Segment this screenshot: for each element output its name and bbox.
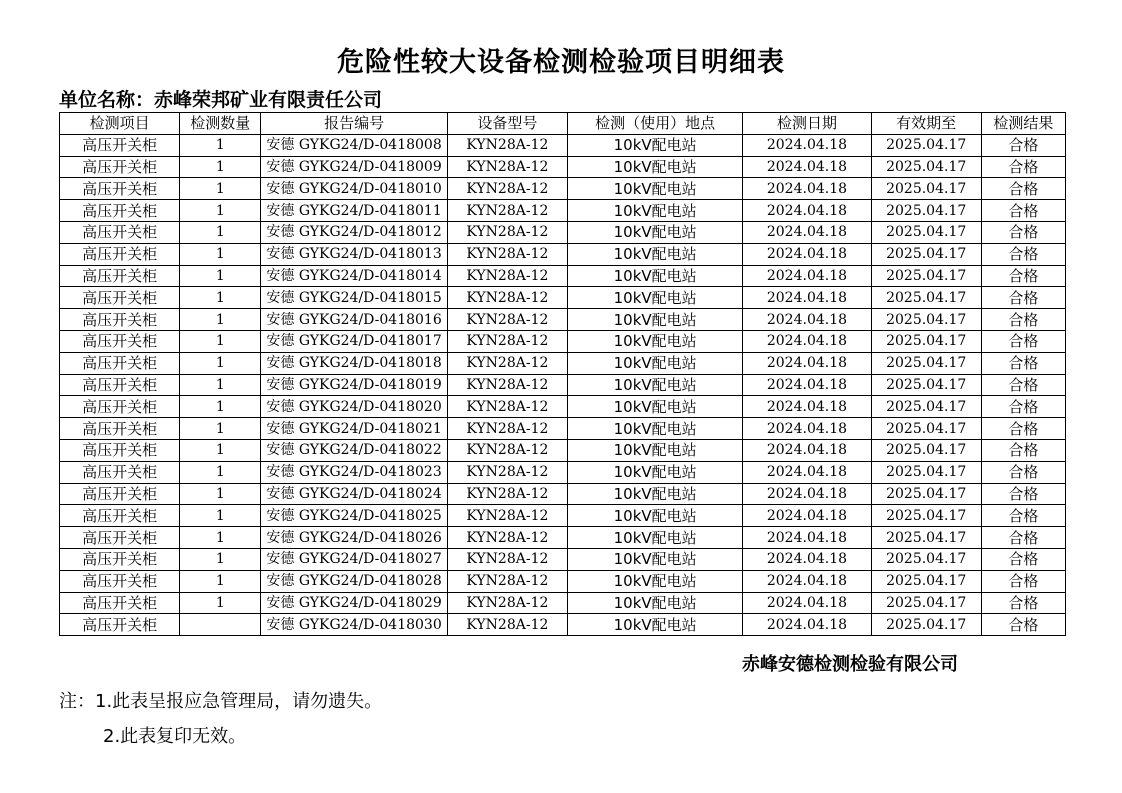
header-valid-until: 有效期至 (871, 113, 981, 135)
cell-item: 高压开关柜 (60, 461, 180, 483)
cell-result: 合格 (981, 527, 1065, 549)
header-date: 检测日期 (743, 113, 871, 135)
cell-report-no: 安德 GYKG24/D-0418020 (261, 396, 447, 418)
cell-quantity: 1 (180, 243, 261, 265)
cell-model: KYN28A-12 (447, 570, 567, 592)
cell-date: 2024.04.18 (743, 352, 871, 374)
cell-location: 10kV配电站 (567, 439, 742, 461)
cell-result: 合格 (981, 461, 1065, 483)
cell-model: KYN28A-12 (447, 352, 567, 374)
cell-item: 高压开关柜 (60, 330, 180, 352)
cell-model: KYN28A-12 (447, 418, 567, 440)
table-row (60, 134, 1066, 156)
table-row (60, 592, 1066, 614)
cell-item: 高压开关柜 (60, 287, 180, 309)
inspection-table (59, 112, 1066, 636)
cell-quantity: 1 (180, 221, 261, 243)
cell-model: KYN28A-12 (447, 221, 567, 243)
cell-result: 合格 (981, 200, 1065, 222)
cell-item: 高压开关柜 (60, 483, 180, 505)
cell-location: 10kV配电站 (567, 461, 742, 483)
cell-item: 高压开关柜 (60, 352, 180, 374)
cell-quantity: 1 (180, 527, 261, 549)
cell-date: 2024.04.18 (743, 330, 871, 352)
cell-result: 合格 (981, 374, 1065, 396)
cell-quantity: 1 (180, 156, 261, 178)
cell-result: 合格 (981, 178, 1065, 200)
cell-location: 10kV配电站 (567, 156, 742, 178)
cell-item: 高压开关柜 (60, 200, 180, 222)
cell-result: 合格 (981, 265, 1065, 287)
cell-result: 合格 (981, 418, 1065, 440)
cell-quantity: 1 (180, 265, 261, 287)
cell-report-no: 安德 GYKG24/D-0418028 (261, 570, 447, 592)
cell-location: 10kV配电站 (567, 483, 742, 505)
cell-report-no: 安德 GYKG24/D-0418024 (261, 483, 447, 505)
cell-model: KYN28A-12 (447, 527, 567, 549)
cell-date: 2024.04.18 (743, 134, 871, 156)
cell-valid-until: 2025.04.17 (871, 178, 981, 200)
cell-date: 2024.04.18 (743, 439, 871, 461)
cell-result: 合格 (981, 243, 1065, 265)
cell-model: KYN28A-12 (447, 505, 567, 527)
cell-result: 合格 (981, 330, 1065, 352)
cell-result: 合格 (981, 483, 1065, 505)
cell-location: 10kV配电站 (567, 330, 742, 352)
cell-valid-until: 2025.04.17 (871, 614, 981, 636)
company-name: 赤峰安德检测检验有限公司 (742, 654, 958, 675)
cell-quantity: 1 (180, 200, 261, 222)
cell-valid-until: 2025.04.17 (871, 439, 981, 461)
cell-valid-until: 2025.04.17 (871, 592, 981, 614)
cell-location: 10kV配电站 (567, 309, 742, 331)
cell-report-no: 安德 GYKG24/D-0418015 (261, 287, 447, 309)
cell-model: KYN28A-12 (447, 200, 567, 222)
cell-report-no: 安德 GYKG24/D-0418018 (261, 352, 447, 374)
cell-item: 高压开关柜 (60, 156, 180, 178)
cell-model: KYN28A-12 (447, 374, 567, 396)
table-row (60, 309, 1066, 331)
cell-report-no: 安德 GYKG24/D-0418017 (261, 330, 447, 352)
page-title: 危险性较大设备检测检验项目明细表 (337, 47, 785, 78)
cell-quantity: 1 (180, 134, 261, 156)
cell-result: 合格 (981, 287, 1065, 309)
table-row (60, 287, 1066, 309)
cell-location: 10kV配电站 (567, 592, 742, 614)
cell-item: 高压开关柜 (60, 548, 180, 570)
cell-valid-until: 2025.04.17 (871, 156, 981, 178)
table-row (60, 374, 1066, 396)
cell-date: 2024.04.18 (743, 243, 871, 265)
cell-quantity: 1 (180, 439, 261, 461)
cell-model: KYN28A-12 (447, 592, 567, 614)
table-row (60, 221, 1066, 243)
cell-location: 10kV配电站 (567, 614, 742, 636)
cell-date: 2024.04.18 (743, 156, 871, 178)
cell-valid-until: 2025.04.17 (871, 309, 981, 331)
cell-valid-until: 2025.04.17 (871, 418, 981, 440)
cell-model: KYN28A-12 (447, 309, 567, 331)
cell-report-no: 安德 GYKG24/D-0418011 (261, 200, 447, 222)
table-row (60, 548, 1066, 570)
cell-location: 10kV配电站 (567, 548, 742, 570)
cell-item: 高压开关柜 (60, 265, 180, 287)
cell-item: 高压开关柜 (60, 527, 180, 549)
cell-quantity: 1 (180, 418, 261, 440)
cell-quantity: 1 (180, 592, 261, 614)
cell-result: 合格 (981, 570, 1065, 592)
cell-model: KYN28A-12 (447, 243, 567, 265)
cell-report-no: 安德 GYKG24/D-0418029 (261, 592, 447, 614)
table-row (60, 200, 1066, 222)
cell-date: 2024.04.18 (743, 178, 871, 200)
cell-quantity (180, 614, 261, 636)
cell-date: 2024.04.18 (743, 548, 871, 570)
cell-result: 合格 (981, 156, 1065, 178)
cell-result: 合格 (981, 548, 1065, 570)
cell-result: 合格 (981, 352, 1065, 374)
cell-date: 2024.04.18 (743, 614, 871, 636)
cell-result: 合格 (981, 439, 1065, 461)
cell-model: KYN28A-12 (447, 483, 567, 505)
cell-model: KYN28A-12 (447, 156, 567, 178)
cell-report-no: 安德 GYKG24/D-0418012 (261, 221, 447, 243)
cell-valid-until: 2025.04.17 (871, 200, 981, 222)
cell-result: 合格 (981, 592, 1065, 614)
table-row (60, 265, 1066, 287)
cell-model: KYN28A-12 (447, 461, 567, 483)
table-row (60, 483, 1066, 505)
table-row (60, 352, 1066, 374)
cell-report-no: 安德 GYKG24/D-0418023 (261, 461, 447, 483)
cell-item: 高压开关柜 (60, 178, 180, 200)
cell-model: KYN28A-12 (447, 178, 567, 200)
cell-quantity: 1 (180, 570, 261, 592)
cell-location: 10kV配电站 (567, 374, 742, 396)
cell-report-no: 安德 GYKG24/D-0418026 (261, 527, 447, 549)
cell-model: KYN28A-12 (447, 439, 567, 461)
table-row (60, 418, 1066, 440)
cell-valid-until: 2025.04.17 (871, 287, 981, 309)
cell-date: 2024.04.18 (743, 527, 871, 549)
cell-item: 高压开关柜 (60, 614, 180, 636)
cell-item: 高压开关柜 (60, 221, 180, 243)
header-report-no: 报告编号 (261, 113, 447, 135)
table-row (60, 156, 1066, 178)
cell-valid-until: 2025.04.17 (871, 243, 981, 265)
cell-model: KYN28A-12 (447, 614, 567, 636)
table-row (60, 570, 1066, 592)
cell-valid-until: 2025.04.17 (871, 570, 981, 592)
cell-location: 10kV配电站 (567, 243, 742, 265)
cell-date: 2024.04.18 (743, 309, 871, 331)
cell-location: 10kV配电站 (567, 221, 742, 243)
table-row (60, 330, 1066, 352)
cell-item: 高压开关柜 (60, 134, 180, 156)
cell-valid-until: 2025.04.17 (871, 330, 981, 352)
header-quantity: 检测数量 (180, 113, 261, 135)
cell-location: 10kV配电站 (567, 527, 742, 549)
cell-location: 10kV配电站 (567, 178, 742, 200)
cell-date: 2024.04.18 (743, 570, 871, 592)
cell-result: 合格 (981, 396, 1065, 418)
cell-valid-until: 2025.04.17 (871, 374, 981, 396)
cell-location: 10kV配电站 (567, 418, 742, 440)
cell-report-no: 安德 GYKG24/D-0418016 (261, 309, 447, 331)
cell-location: 10kV配电站 (567, 265, 742, 287)
cell-model: KYN28A-12 (447, 265, 567, 287)
table-row (60, 243, 1066, 265)
note-2: 2.此表复印无效。 (103, 726, 247, 747)
table-row (60, 505, 1066, 527)
table-header-row (60, 113, 1066, 135)
cell-date: 2024.04.18 (743, 221, 871, 243)
cell-report-no: 安德 GYKG24/D-0418019 (261, 374, 447, 396)
cell-quantity: 1 (180, 505, 261, 527)
cell-model: KYN28A-12 (447, 396, 567, 418)
cell-date: 2024.04.18 (743, 483, 871, 505)
cell-date: 2024.04.18 (743, 592, 871, 614)
note-1: 注：1.此表呈报应急管理局，请勿遗失。 (59, 691, 383, 712)
cell-quantity: 1 (180, 309, 261, 331)
cell-model: KYN28A-12 (447, 287, 567, 309)
cell-quantity: 1 (180, 330, 261, 352)
cell-date: 2024.04.18 (743, 418, 871, 440)
table-row (60, 439, 1066, 461)
cell-item: 高压开关柜 (60, 439, 180, 461)
cell-quantity: 1 (180, 461, 261, 483)
cell-item: 高压开关柜 (60, 418, 180, 440)
cell-date: 2024.04.18 (743, 200, 871, 222)
cell-item: 高压开关柜 (60, 570, 180, 592)
cell-model: KYN28A-12 (447, 134, 567, 156)
cell-item: 高压开关柜 (60, 592, 180, 614)
cell-quantity: 1 (180, 178, 261, 200)
cell-report-no: 安德 GYKG24/D-0418010 (261, 178, 447, 200)
cell-valid-until: 2025.04.17 (871, 483, 981, 505)
unit-name: 单位名称：赤峰荣邦矿业有限责任公司 (59, 89, 383, 111)
cell-valid-until: 2025.04.17 (871, 265, 981, 287)
cell-item: 高压开关柜 (60, 396, 180, 418)
cell-location: 10kV配电站 (567, 287, 742, 309)
cell-location: 10kV配电站 (567, 505, 742, 527)
table-row (60, 396, 1066, 418)
cell-item: 高压开关柜 (60, 309, 180, 331)
cell-quantity: 1 (180, 548, 261, 570)
header-result: 检测结果 (981, 113, 1065, 135)
cell-report-no: 安德 GYKG24/D-0418022 (261, 439, 447, 461)
cell-result: 合格 (981, 505, 1065, 527)
header-model: 设备型号 (447, 113, 567, 135)
cell-date: 2024.04.18 (743, 505, 871, 527)
cell-quantity: 1 (180, 396, 261, 418)
cell-model: KYN28A-12 (447, 548, 567, 570)
cell-report-no: 安德 GYKG24/D-0418027 (261, 548, 447, 570)
cell-location: 10kV配电站 (567, 396, 742, 418)
cell-quantity: 1 (180, 287, 261, 309)
cell-result: 合格 (981, 221, 1065, 243)
cell-valid-until: 2025.04.17 (871, 461, 981, 483)
cell-date: 2024.04.18 (743, 287, 871, 309)
cell-model: KYN28A-12 (447, 330, 567, 352)
table-row (60, 614, 1066, 636)
cell-quantity: 1 (180, 483, 261, 505)
cell-date: 2024.04.18 (743, 265, 871, 287)
cell-report-no: 安德 GYKG24/D-0418030 (261, 614, 447, 636)
cell-item: 高压开关柜 (60, 374, 180, 396)
cell-valid-until: 2025.04.17 (871, 352, 981, 374)
cell-date: 2024.04.18 (743, 461, 871, 483)
cell-result: 合格 (981, 309, 1065, 331)
header-location: 检测（使用）地点 (567, 113, 742, 135)
cell-report-no: 安德 GYKG24/D-0418013 (261, 243, 447, 265)
cell-valid-until: 2025.04.17 (871, 505, 981, 527)
cell-date: 2024.04.18 (743, 396, 871, 418)
cell-item: 高压开关柜 (60, 505, 180, 527)
table-row (60, 527, 1066, 549)
cell-valid-until: 2025.04.17 (871, 527, 981, 549)
cell-location: 10kV配电站 (567, 352, 742, 374)
cell-result: 合格 (981, 614, 1065, 636)
table-row (60, 178, 1066, 200)
cell-location: 10kV配电站 (567, 570, 742, 592)
cell-location: 10kV配电站 (567, 200, 742, 222)
table-row (60, 461, 1066, 483)
cell-date: 2024.04.18 (743, 374, 871, 396)
cell-quantity: 1 (180, 374, 261, 396)
cell-item: 高压开关柜 (60, 243, 180, 265)
cell-report-no: 安德 GYKG24/D-0418025 (261, 505, 447, 527)
cell-valid-until: 2025.04.17 (871, 134, 981, 156)
cell-report-no: 安德 GYKG24/D-0418021 (261, 418, 447, 440)
cell-location: 10kV配电站 (567, 134, 742, 156)
cell-quantity: 1 (180, 352, 261, 374)
header-item: 检测项目 (60, 113, 180, 135)
cell-valid-until: 2025.04.17 (871, 221, 981, 243)
cell-report-no: 安德 GYKG24/D-0418009 (261, 156, 447, 178)
cell-report-no: 安德 GYKG24/D-0418008 (261, 134, 447, 156)
cell-report-no: 安德 GYKG24/D-0418014 (261, 265, 447, 287)
cell-result: 合格 (981, 134, 1065, 156)
cell-valid-until: 2025.04.17 (871, 548, 981, 570)
cell-valid-until: 2025.04.17 (871, 396, 981, 418)
